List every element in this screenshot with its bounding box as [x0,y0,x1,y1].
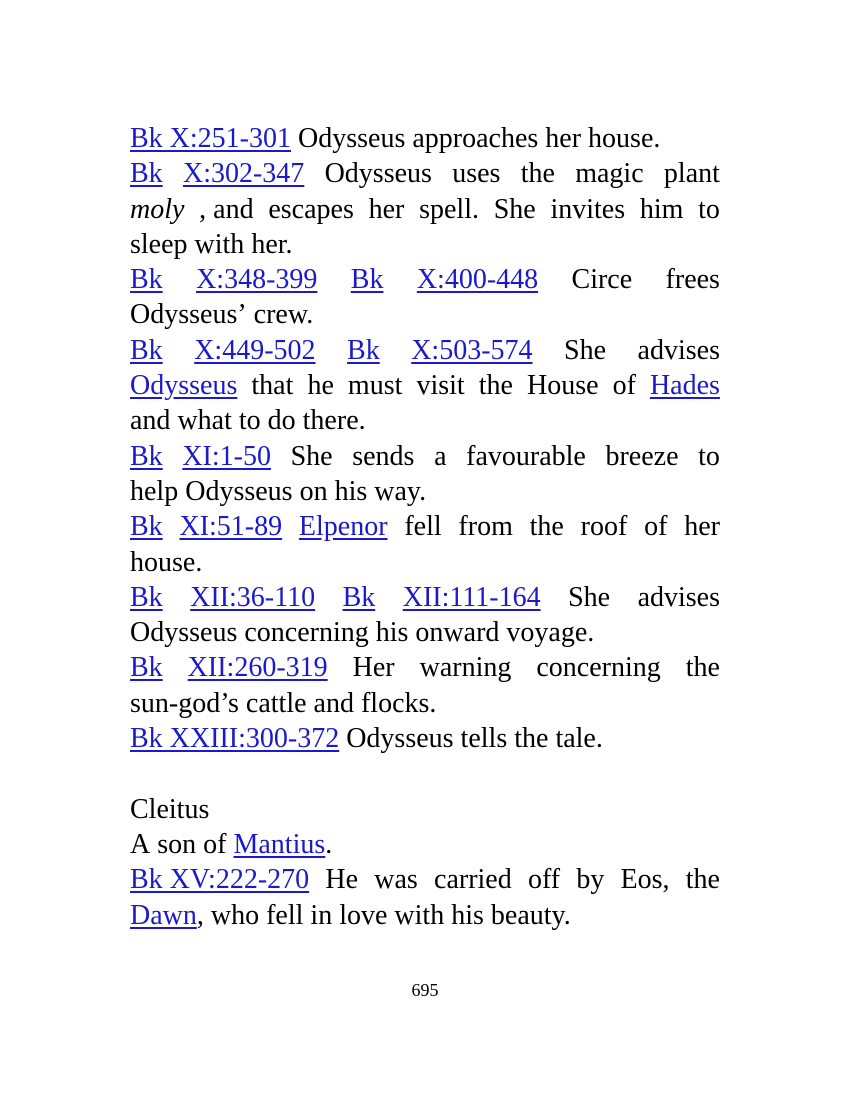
cross-reference-link[interactable]: Bk [347,334,380,366]
text-word: Odysseus [324,158,432,190]
text-word: tale. [555,723,603,755]
text-word: Odysseus [298,123,406,154]
text-word: from [458,511,513,543]
text-word: a [434,440,447,472]
cross-reference-link[interactable]: Bk [130,652,163,684]
cross-reference-link[interactable]: Bk XXIII:300-372 [130,723,340,755]
cross-reference-link[interactable]: X:348-399 [196,264,318,296]
text-word: , [196,899,204,931]
text-word: to [698,193,720,225]
text-word: tells [460,723,508,755]
text-word: sun-god’s [130,687,239,719]
text-word: the [514,723,549,755]
text-word: her [684,511,720,543]
text-line [130,262,720,297]
text-line [130,509,720,544]
text-line [130,333,720,368]
text-word: beauty. [490,899,571,931]
text-word: magic [575,158,644,190]
text-word: the [520,158,555,190]
text-word: and [130,405,171,437]
text-line [130,898,720,933]
text-word: do [267,405,296,437]
text-word: must [347,370,403,402]
text-word: visit [416,370,465,402]
text-word: frees [665,264,720,296]
text-word: cattle [245,687,307,719]
text-line [130,545,720,580]
cross-reference-link[interactable]: XI:51-89 [179,511,283,543]
text-word: of [644,511,668,543]
text-line [130,297,720,332]
text-word: the [529,511,564,543]
page-body [130,121,720,933]
text-word: concerning [244,617,369,649]
blank-line [130,756,720,791]
text-word: flocks. [360,687,437,719]
text-word: there. [302,405,366,437]
text-word: She [568,581,611,613]
text-word: was [374,864,418,896]
text-line [130,792,720,827]
text-line [130,474,720,509]
cross-reference-link[interactable]: X:400-448 [416,264,539,296]
cross-reference-link[interactable]: XII:260-319 [187,652,328,684]
text-word: the [685,864,720,896]
text-word: his [451,899,484,931]
cross-reference-link[interactable]: XI:1-50 [182,440,271,472]
text-word: concerning [536,652,661,684]
page-number: 695 [411,980,439,1000]
text-word: onward [415,617,500,649]
text-line [130,227,720,262]
text-word: the [685,652,720,684]
text-word: invites [550,193,626,225]
text-word: what [177,405,232,437]
text-line [130,403,720,438]
text-line [130,686,720,721]
text-word: her. [251,228,293,260]
text-word: in [310,899,333,931]
text-line [130,650,720,685]
cross-reference-link[interactable]: Bk [350,264,384,296]
italic-term: moly [130,193,185,225]
text-word: carried [434,864,512,896]
text-word: her [545,123,582,154]
text-word: spell. [419,193,479,225]
text-line [130,121,720,156]
cross-reference-link[interactable]: Bk [130,511,163,543]
text-word: he [307,370,334,402]
text-word: Cleitus [130,793,210,825]
text-word: on [299,475,328,507]
text-word: fell [266,899,304,931]
text-line [130,580,720,615]
cross-reference-link[interactable]: Elpenor [298,511,388,543]
text-word: the [478,370,513,402]
text-word: breeze [605,440,679,472]
cross-reference-link[interactable]: X:503-574 [411,334,533,366]
text-word: sleep [130,228,188,260]
text-line [130,827,720,862]
text-word: Circe [571,264,633,296]
text-word: her [368,193,405,225]
text-word: help [130,475,179,507]
text-line [130,156,720,191]
text-word: sends [352,440,415,472]
text-word: son [157,828,197,860]
text-word: to [238,405,261,437]
text-word: crew. [253,299,314,331]
cross-reference-link[interactable]: X:302-347 [182,158,305,190]
text-word: House [526,370,599,402]
text-word: house. [588,123,661,154]
text-line [130,192,720,227]
text-word: Odysseus’ [130,299,247,331]
text-word: him [639,193,684,225]
text-word: warning [419,652,512,684]
text-word: with [194,228,245,260]
text-word: of [203,828,227,860]
cross-reference-link[interactable]: XII:111-164 [402,581,541,613]
text-word: She [564,334,607,366]
cross-reference-link[interactable]: Bk [130,334,163,366]
text-word: Odysseus [346,723,454,755]
text-word: to [698,440,720,472]
text-word: Odysseus [130,617,238,649]
text-word: approaches [412,123,539,154]
text-word: and [313,687,354,719]
text-word: advises [637,581,720,613]
text-word: off [527,864,561,896]
text-line [130,439,720,474]
cross-reference-link[interactable]: Hades [649,370,720,402]
text-word: of [612,370,636,402]
text-word: way. [374,475,427,507]
text-word: his [375,617,409,649]
text-word: Her [352,652,395,684]
text-word: plant [663,158,720,190]
cross-reference-link[interactable]: XII:36-110 [190,581,316,613]
text-word: who [210,899,260,931]
cross-reference-link[interactable]: Bk [130,264,163,296]
text-line [130,368,720,403]
cross-reference-link[interactable]: Bk [342,581,376,613]
cross-reference-link[interactable]: Mantius [233,828,326,860]
text-word: He [325,864,359,896]
text-word: house. [130,546,203,578]
text-word: voyage. [506,617,595,649]
text-word: by [576,864,605,896]
text-word: favourable [466,440,586,472]
text-line [130,721,720,756]
text-line [130,615,720,650]
text-line [130,862,720,897]
cross-reference-link[interactable]: Bk XV:222-270 [130,864,310,896]
text-word: that [251,370,294,402]
text-word: advises [637,334,720,366]
cross-reference-link[interactable]: X:449-502 [194,334,316,366]
text-word: , and [199,193,254,225]
cross-reference-link[interactable]: Bk [130,440,163,472]
text-word: with [394,899,445,931]
text-word: A [130,828,151,860]
cross-reference-link[interactable]: Dawn [130,899,197,931]
text-word: She [493,193,536,225]
text-word: . [325,828,333,860]
text-word: love [339,899,388,931]
text-word: Eos, [620,864,670,896]
text-word: fell [404,511,442,543]
text-word: roof [580,511,628,543]
cross-reference-link[interactable]: Bk [130,581,163,613]
text-word: escapes [268,193,354,225]
cross-reference-link[interactable]: Bk [130,158,163,190]
cross-reference-link[interactable]: Bk X:251-301 [130,123,291,154]
cross-reference-link[interactable]: Odysseus [130,370,238,402]
text-word: uses [452,158,501,190]
text-word: She [290,440,333,472]
text-word: Odysseus [185,475,293,507]
text-word: his [334,475,368,507]
